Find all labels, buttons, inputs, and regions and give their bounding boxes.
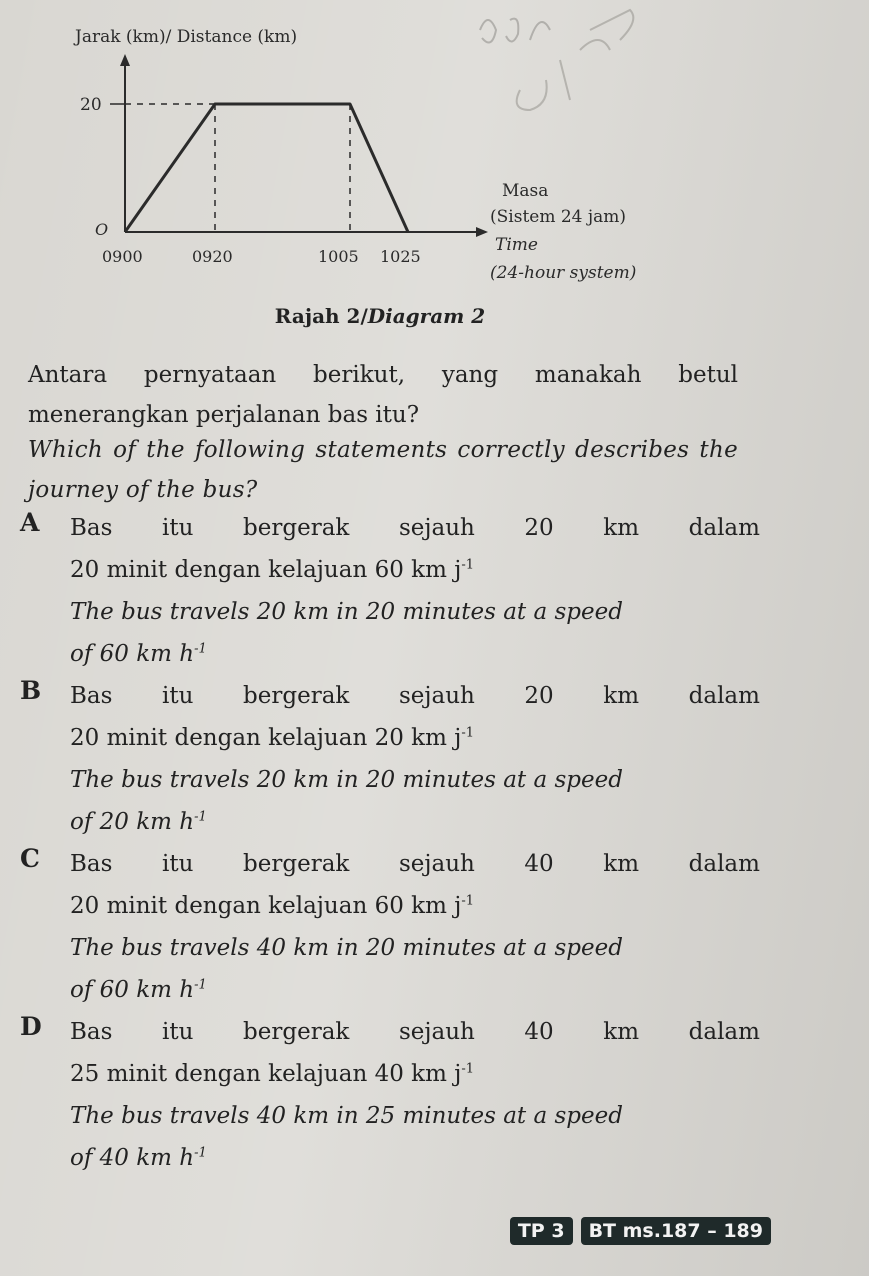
journey-line <box>125 104 408 232</box>
diagram-caption <box>0 304 760 328</box>
option-malay-line1: Bas itu bergerak sejauh 40 km dalam <box>70 1019 760 1045</box>
y-tick-20: 20 <box>80 95 102 115</box>
x-label-sistem: (Sistem 24 jam) <box>490 207 627 227</box>
option-malay-line2: 20 minit dengan kelajuan 20 km $j^{-1}$ <box>70 725 475 751</box>
option-english-line1: The bus travels 40 km in 25 minutes at a speed <box>70 1103 623 1129</box>
x-label-24hour: (24-hour system) <box>490 263 637 283</box>
option-letter: B <box>20 676 42 705</box>
option-english-line1: The bus travels 20 km in 20 minutes at a speed <box>70 767 623 793</box>
option-english-line2: of 40 km $h^{-1}$ <box>70 1145 207 1171</box>
distance-time-graph <box>40 20 720 290</box>
x-label-time: Time <box>495 235 538 255</box>
option-malay-line2: 20 minit dengan kelajuan 60 km $j^{-1}$ <box>70 893 475 919</box>
option-malay-line2: 25 minit dengan kelajuan 40 km $j^{-1}$ <box>70 1061 475 1087</box>
x-label-masa: Masa <box>502 181 549 201</box>
caption-en: Diagram 2 <box>367 304 486 328</box>
option-malay-line1: Bas itu bergerak sejauh 20 km dalam <box>70 683 760 709</box>
tp-badge: TP 3 <box>510 1217 573 1245</box>
option-english-line2: of 20 km $h^{-1}$ <box>70 809 207 835</box>
option-english-line1: The bus travels 40 km in 20 minutes at a speed <box>70 935 623 961</box>
option-english-line2: of 60 km $h^{-1}$ <box>70 641 207 667</box>
option-english-line2: of 60 km $h^{-1}$ <box>70 977 207 1003</box>
question-english: Which of the following statements correctly describes the journey of the bus? <box>28 437 738 503</box>
option-letter: C <box>20 844 40 873</box>
y-axis-label: Jarak (km)/ Distance (km) <box>75 27 298 47</box>
option-malay-line1: Bas itu bergerak sejauh 20 km dalam <box>70 515 760 541</box>
option-malay-line1: Bas itu bergerak sejauh 40 km dalam <box>70 851 760 877</box>
x-tick-1025: 1025 <box>380 247 421 266</box>
x-axis-arrow <box>476 227 488 237</box>
option-letter: A <box>20 508 40 537</box>
x-tick-0920: 0920 <box>192 247 233 266</box>
question-malay: Antara pernyataan berikut, yang manakah betul menerangkan perjalanan bas itu? <box>28 362 738 428</box>
origin-label: O <box>95 220 109 239</box>
option-letter: D <box>20 1012 42 1041</box>
option-english-line1: The bus travels 20 km in 20 minutes at a speed <box>70 599 623 625</box>
textbook-reference-badge: BT ms.187 – 189 <box>581 1217 771 1245</box>
reference-tags <box>510 1217 771 1245</box>
x-tick-1005: 1005 <box>318 247 359 266</box>
caption-ms: Rajah 2/ <box>274 304 368 328</box>
x-tick-0900: 0900 <box>102 247 143 266</box>
option-malay-line2: 20 minit dengan kelajuan 60 km $j^{-1}$ <box>70 557 475 583</box>
y-axis-arrow <box>120 54 130 66</box>
